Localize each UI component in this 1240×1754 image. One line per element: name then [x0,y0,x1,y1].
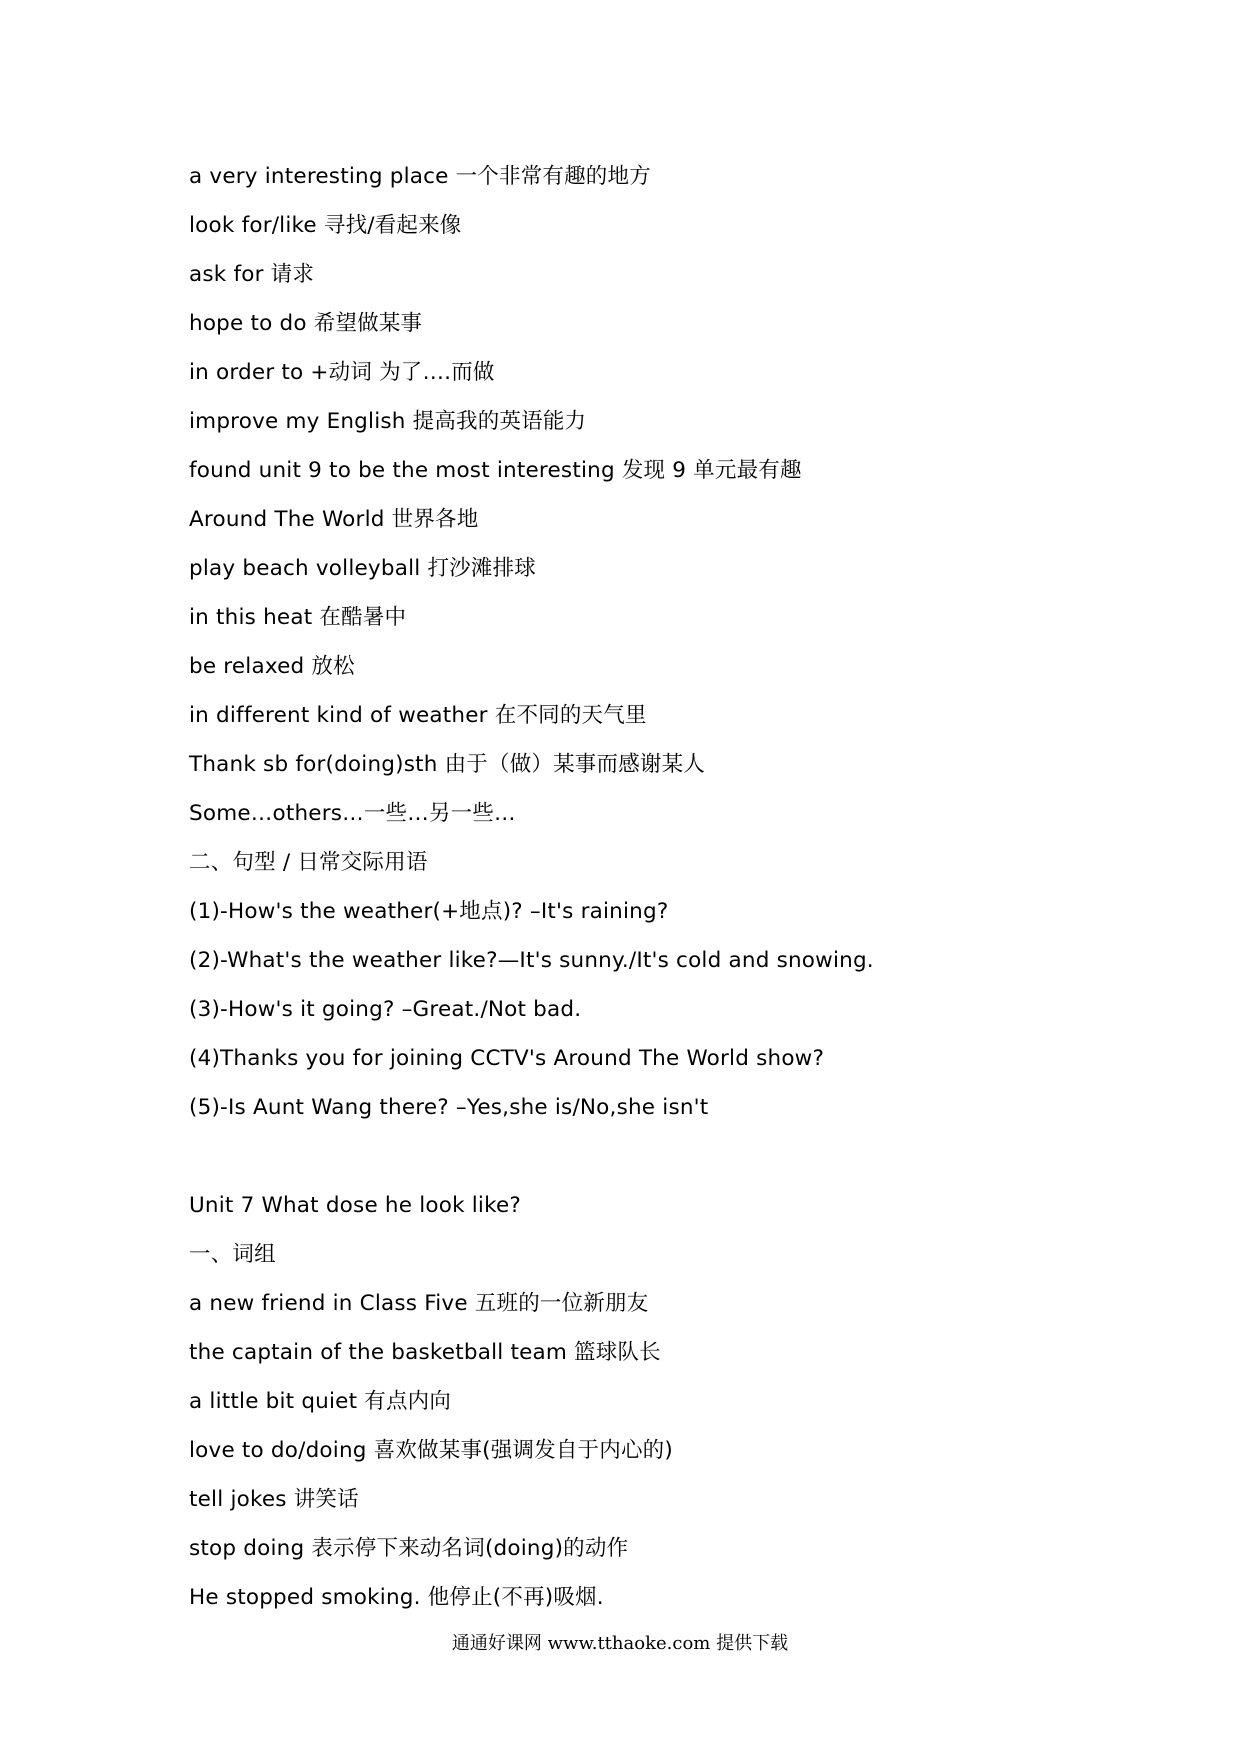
sentence-line: (3)-How's it going? –Great./Not bad. [189,997,582,1022]
phrase-line: found unit 9 to be the most interesting 发现 9 单元最有趣 [189,458,802,483]
phrase-line: be relaxed 放松 [189,654,355,679]
sentence-line: (5)-Is Aunt Wang there? –Yes,she is/No,she isn't [189,1095,709,1120]
phrase-line: love to do/doing 喜欢做某事(强调发自于内心的) [189,1438,673,1463]
phrase-line: Thank sb for(doing)sth 由于（做）某事而感谢某人 [189,752,706,777]
phrase-line: in different kind of weather 在不同的天气里 [189,703,647,728]
phrase-line: a little bit quiet 有点内向 [189,1389,452,1414]
phrase-line: improve my English 提高我的英语能力 [189,409,587,434]
phrase-line: in this heat 在酷暑中 [189,605,407,630]
phrase-line: hope to do 希望做某事 [189,311,423,336]
unit-title: Unit 7 What dose he look like? [189,1193,522,1218]
sentence-line: (1)-How's the weather(+地点)? –It's raining? [189,899,669,924]
phrase-line: look for/like 寻找/看起来像 [189,213,462,238]
phrase-line: play beach volleyball 打沙滩排球 [189,556,536,581]
phrase-line: a new friend in Class Five 五班的一位新朋友 [189,1291,649,1316]
section-heading-phrases: 一、词组 [189,1242,276,1267]
phrase-line: Some…others…一些…另一些… [189,801,516,826]
phrase-line: a very interesting place 一个非常有趣的地方 [189,164,651,189]
phrase-line: ask for 请求 [189,262,315,287]
page-content [189,152,1169,1622]
section-heading-sentences: 二、句型 / 日常交际用语 [189,850,428,875]
phrase-line: tell jokes 讲笑话 [189,1487,359,1512]
sentence-line: (4)Thanks you for joining CCTV's Around The World show? [189,1046,825,1071]
page-footer: 通通好课网 www.tthaoke.com 提供下载 [451,1633,789,1654]
phrase-line: the captain of the basketball team 篮球队长 [189,1340,661,1365]
sentence-line: (2)-What's the weather like?—It's sunny./It's cold and snowing. [189,948,874,973]
phrase-line: He stopped smoking. 他停止(不再)吸烟. [189,1585,604,1610]
phrase-line: in order to +动词 为了….而做 [189,360,495,385]
phrase-line: stop doing 表示停下来动名词(doing)的动作 [189,1536,629,1561]
spacer [189,1132,1169,1181]
phrase-line: Around The World 世界各地 [189,507,479,532]
